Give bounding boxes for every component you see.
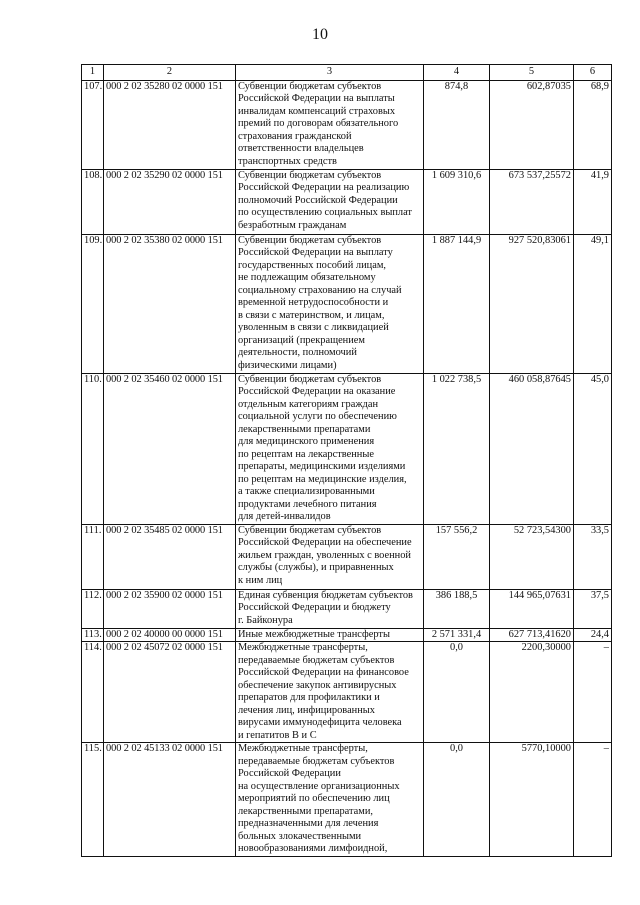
plan-value: 157 556,2 (424, 524, 490, 589)
column-header-5: 5 (490, 65, 574, 81)
row-number: 113. (82, 628, 104, 642)
row-number: 108. (82, 169, 104, 234)
column-header-4: 4 (424, 65, 490, 81)
actual-value: 602,87035 (490, 80, 574, 169)
row-number: 115. (82, 743, 104, 857)
item-name: Межбюджетные трансферты, передаваемые бюджетам субъектов Российской Федерации на финансовое обеспечение закупок антивирусных препаратов для профилактики и лечения лиц, инфицированных вирусами иммунодефицита человека и гепатитов B и C (236, 642, 424, 743)
table-row (82, 524, 612, 589)
percent-value: – (574, 642, 612, 743)
percent-value: 24,4 (574, 628, 612, 642)
plan-value: 2 571 331,4 (424, 628, 490, 642)
row-number: 110. (82, 373, 104, 524)
budget-table (81, 64, 612, 857)
budget-code: 000 2 02 35900 02 0000 151 (104, 589, 236, 628)
table-row (82, 373, 612, 524)
item-name: Субвенции бюджетам субъектов Российской Федерации на выплату государственных пособий лицам, не подлежащим обязательному социальному страхованию на случай временной нетрудоспособности и в связи с материнством, и лицам, уволенным в связи с ликвидацией организаций (прекращением деятельности, полномочий физическими лицами) (236, 234, 424, 373)
actual-value: 460 058,87645 (490, 373, 574, 524)
plan-value: 1 022 738,5 (424, 373, 490, 524)
percent-value: 37,5 (574, 589, 612, 628)
item-name: Субвенции бюджетам субъектов Российской Федерации на обеспечение жильем граждан, уволенных с военной службы (службы), и приравненных к ним лиц (236, 524, 424, 589)
percent-value: 49,1 (574, 234, 612, 373)
item-name: Иные межбюджетные трансферты (236, 628, 424, 642)
item-name: Межбюджетные трансферты, передаваемые бюджетам субъектов Российской Федерации на осуществление организационных мероприятий по обеспечению лиц лекарственными препаратами, предназначенными для лечения больных злокачественными новообразованиями лимфоидной, (236, 743, 424, 857)
budget-code: 000 2 02 35380 02 0000 151 (104, 234, 236, 373)
plan-value: 1 609 310,6 (424, 169, 490, 234)
table-row (82, 642, 612, 743)
row-number: 111. (82, 524, 104, 589)
row-number: 112. (82, 589, 104, 628)
percent-value: – (574, 743, 612, 857)
budget-code: 000 2 02 40000 00 0000 151 (104, 628, 236, 642)
budget-code: 000 2 02 35485 02 0000 151 (104, 524, 236, 589)
page-number: 10 (312, 26, 328, 43)
column-header-1: 1 (82, 65, 104, 81)
header-row (82, 65, 612, 81)
budget-code: 000 2 02 35280 02 0000 151 (104, 80, 236, 169)
plan-value: 0,0 (424, 642, 490, 743)
row-number: 109. (82, 234, 104, 373)
percent-value: 68,9 (574, 80, 612, 169)
row-number: 107. (82, 80, 104, 169)
actual-value: 673 537,25572 (490, 169, 574, 234)
item-name: Субвенции бюджетам субъектов Российской Федерации на выплаты инвалидам компенсаций страховых премий по договорам обязательного страхования гражданской ответственности владельцев транспортных средств (236, 80, 424, 169)
percent-value: 45,0 (574, 373, 612, 524)
budget-code: 000 2 02 35460 02 0000 151 (104, 373, 236, 524)
item-name: Субвенции бюджетам субъектов Российской Федерации на реализацию полномочий Российской Федерации по осуществлению социальных выплат безработным гражданам (236, 169, 424, 234)
actual-value: 2200,30000 (490, 642, 574, 743)
actual-value: 52 723,54300 (490, 524, 574, 589)
table-row (82, 628, 612, 642)
row-number: 114. (82, 642, 104, 743)
plan-value: 386 188,5 (424, 589, 490, 628)
table-row (82, 234, 612, 373)
table-row (82, 169, 612, 234)
column-header-3: 3 (236, 65, 424, 81)
percent-value: 33,5 (574, 524, 612, 589)
budget-code: 000 2 02 35290 02 0000 151 (104, 169, 236, 234)
actual-value: 5770,10000 (490, 743, 574, 857)
plan-value: 1 887 144,9 (424, 234, 490, 373)
column-header-6: 6 (574, 65, 612, 81)
plan-value: 0,0 (424, 743, 490, 857)
table-row (82, 589, 612, 628)
actual-value: 144 965,07631 (490, 589, 574, 628)
percent-value: 41,9 (574, 169, 612, 234)
budget-code: 000 2 02 45072 02 0000 151 (104, 642, 236, 743)
table-row (82, 80, 612, 169)
column-header-2: 2 (104, 65, 236, 81)
item-name: Единая субвенция бюджетам субъектов Российской Федерации и бюджету г. Байконура (236, 589, 424, 628)
table-row (82, 743, 612, 857)
budget-code: 000 2 02 45133 02 0000 151 (104, 743, 236, 857)
plan-value: 874,8 (424, 80, 490, 169)
item-name: Субвенции бюджетам субъектов Российской Федерации на оказание отдельным категориям граждан социальной услуги по обеспечению лекарственными препаратами для медицинского применения по рецептам на лекарственные препараты, медицинскими изделиями по рецептам на медицинские изделия, а также специализированными продуктами лечебного питания для детей-инвалидов (236, 373, 424, 524)
actual-value: 627 713,41620 (490, 628, 574, 642)
actual-value: 927 520,83061 (490, 234, 574, 373)
